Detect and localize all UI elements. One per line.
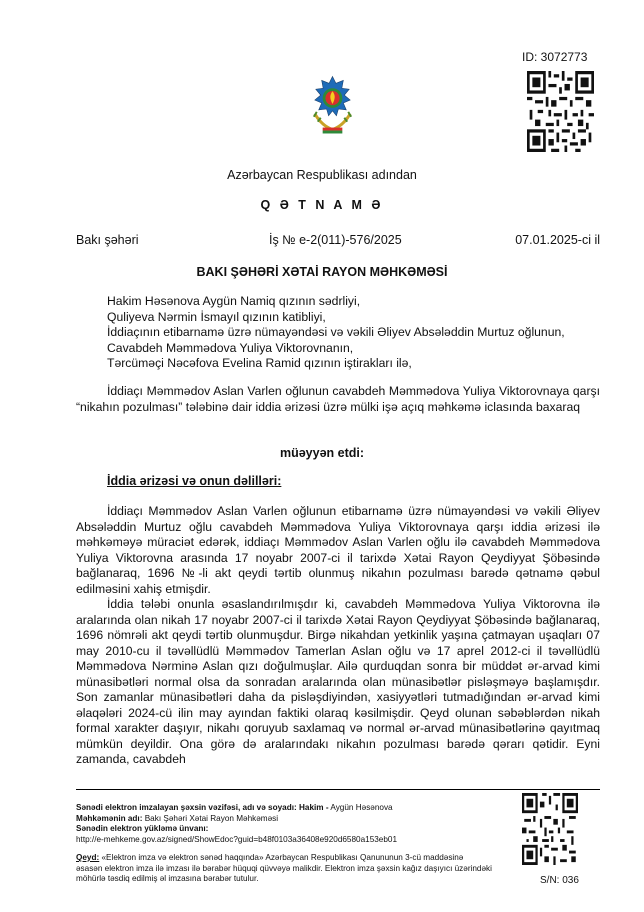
note-line-2: əsasən elektron imza ilə imzası ilə bərabər hüquqi qüvvəyə malikdir. Elektron imza şəxsin kağız daşıyıcı üzərindəki: [76, 863, 492, 873]
established-heading: müəyyən etdi:: [279, 446, 365, 460]
court-label: Məhkəmənin adı:: [76, 813, 143, 823]
participant-line: Tərcüməçi Nəcəfova Evelina Ramid qızının iştirakları ilə,: [107, 356, 412, 370]
state-emblem-icon: [303, 70, 362, 136]
case-number: İş № e-2(011)-576/2025: [269, 233, 402, 247]
qr-code-top: [527, 71, 594, 152]
address-label: Sənədin elektron yükləmə ünvanı:: [76, 824, 209, 833]
section-heading: İddia ərizəsi və onun dəlilləri:: [107, 474, 282, 488]
document-id: ID: 3072773: [522, 50, 588, 64]
participant-line: Quliyeva Nərmin İsmayıl qızının katibliyi,: [107, 309, 326, 324]
participant-line: Hakim Həsənova Aygün Namiq qızının sədrliyi,: [107, 294, 361, 308]
note-label: Qeyd:: [76, 853, 100, 862]
document-title: Q Ə T N A M Ə: [260, 198, 384, 212]
serial-number: S/N: 036: [540, 875, 579, 886]
note-line-1: «Elektron imza və elektron sənəd haqqında» Azərbaycan Respublikası Qanununun 3-cü maddəsinə: [101, 853, 464, 862]
signer-value: Aygün Həsənova: [330, 803, 393, 812]
qr-code-bottom: [522, 793, 578, 865]
intro-paragraph: İddiaçı Məmmədov Aslan Varlen oğlunun cavabdeh Məmmədova Yuliya Viktorovnaya qarşı “nikahın pozulması” tələbinə dair iddia ərizəsi üzrə mülki işə açıq məhkəmə iclasında baxaraq: [76, 384, 600, 414]
participant-line: Cavabdeh Məmmədova Yuliya Viktorovnanın,: [107, 340, 354, 355]
document-date: 07.01.2025-ci il: [515, 233, 600, 247]
signer-label: Sənədi elektron imzalayan şəxsin vəzifəsi, adı və soyadı: Hakim -: [76, 803, 329, 812]
court-name: BAKI ŞƏHƏRİ XƏTAİ RAYON MƏHKƏMƏSİ: [196, 265, 448, 279]
footer-divider: [76, 789, 600, 790]
city: Bakı şəhəri: [76, 233, 139, 247]
body-paragraph-2: İddia tələbi onunla əsaslandırılmışdır ki, cavabdeh Məmmədova Yuliya Viktorovna ilə aralarında olan nikah 17 noyabr 2007-ci il tarixdə Xətai Rayon Qeydiyyat Şöbəsində bağlanaraq, 1696 nömrəli akt qeydi tərtib olunmuşdur. Birgə nikahdan yetkinlik yaşına çatmayan uşaqları 07 may 2010-cu il təvəllüdlü Məmmədov Tamerlan Aslan oğlu və 17 aprel 2012-ci il təvəllüdlü Məmmədova Nərminə Aslan qızı doğulmuşlar. Ailə qurduqdan sonra bir müddət ər-arvad kimi münasibətləri normal olsa da sonradan aralarında olan münasibətlər pisləşməyə başlamışdır. Son zamanlar münasibətləri daha da pisləşdiyindən, xasiyyətləri tutmadığından ər-arvad kimi əlaqələri 2024-cü ilin may ayından faktiki olaraq kəsilmişdir. Qeyd olunan səbəblərdən nikah formal xarakter daşıyır, nikahı qoruyub saxlamaq və normal ər-arvad münasibətlərinə qayıtmaq mümkün deyildir. Ona görə də aralarındakı nikahın pozulması barədə qərarı qətidir. Eyni zamanda, cavabdeh: [76, 597, 600, 766]
signature-footer: [76, 803, 492, 885]
participant-line: İddiaçının etibarnamə üzrə nümayəndəsi və vəkili Əliyev Absələddin Murtuz oğlunun,: [107, 325, 565, 339]
republic-line: Azərbaycan Respublikası adından: [227, 168, 417, 182]
participants-list: [107, 294, 565, 372]
body-paragraph-1: İddiaçı Məmmədov Aslan Varlen oğlunun etibarnamə üzrə nümayəndəsi və vəkili Əliyev Absələddin Murtuz oğlu cavabdeh Məmmədova Yuliya Viktorovnaya qarşı iddia ərizəsi ilə məhkəməyə müraciət edərək, iddiaçı Məmmədov Aslan Varlen oğlu ilə cavabdeh Məmmədova Yuliya Viktorovna arasında 17 noyabr 2007-ci il tarixdə Xətai Rayon Qeydiyyat Şöbəsində bağlanaraq, 1696 №-li akt qeydi tərtib olunmuş nikahın pozulması barədə qətnamə qəbul edilməsini xahiş etmişdir.: [76, 504, 600, 596]
document-url-link[interactable]: http://e-mehkeme.gov.az/signed/ShowEdoc?guid=b48f0103a36408e920d6580a153eb01: [76, 834, 398, 844]
note-line-3: möhürlə təsdiq edilmiş əl imzasına bərabər tutulur.: [76, 874, 259, 883]
court-value: Bakı Şəhəri Xətai Rayon Məhkəməsi: [144, 813, 279, 823]
